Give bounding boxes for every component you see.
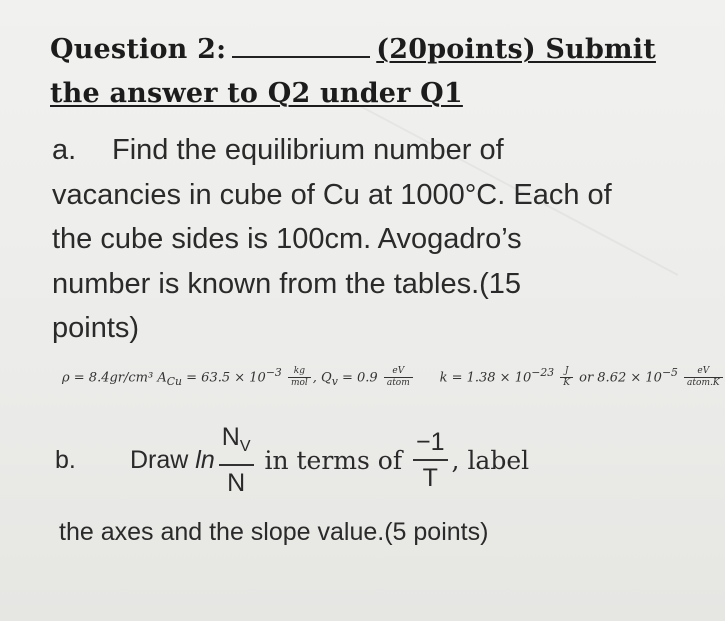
boltzmann-constant: k = 1.38 × 10 bbox=[439, 370, 532, 386]
activation-energy-subscript: v bbox=[331, 374, 338, 388]
part-a-label: a. bbox=[52, 134, 77, 166]
atomic-mass-unit-num: kg bbox=[293, 366, 305, 377]
density-term: ρ = 8.4gr/cm³ bbox=[62, 370, 154, 386]
part-b-line-2: the axes and the slope value.(5 points) bbox=[59, 518, 489, 546]
part-a-line-3: the cube sides is 100cm. Avogadro’s bbox=[52, 223, 522, 255]
part-a-line-2: vacancies in cube of Cu at 1000°C. Each of bbox=[52, 178, 612, 211]
part-b-label-text: , label bbox=[451, 445, 530, 475]
question-heading bbox=[50, 28, 656, 116]
part-a-line-1: Find the equilibrium number of bbox=[112, 134, 504, 166]
question-number: Question 2: bbox=[50, 34, 227, 65]
inverse-temperature-denominator: T bbox=[422, 464, 438, 492]
part-a-line-4: number is known from the tables.(15 bbox=[52, 267, 522, 300]
boltzmann-exponent: −23 bbox=[531, 366, 555, 379]
vacancy-numerator: N bbox=[221, 423, 240, 451]
part-b-ln: ln bbox=[195, 445, 215, 474]
boltzmann-unit-den: K bbox=[563, 378, 570, 389]
activation-energy-symbol: , Q bbox=[312, 370, 332, 386]
submit-instruction: the answer to Q2 under Q1 bbox=[50, 78, 463, 109]
part-a-line-5: points) bbox=[52, 312, 140, 344]
part-b-label: b. bbox=[55, 445, 76, 474]
answer-blank-line bbox=[232, 55, 370, 58]
atomic-mass-subscript: Cu bbox=[166, 374, 183, 388]
atomic-mass-unit-den: mol bbox=[290, 378, 308, 389]
atomic-mass-symbol: A bbox=[157, 370, 167, 386]
boltzmann-alt-value: or 8.62 × 10 bbox=[574, 370, 662, 386]
inverse-temperature-numerator: −1 bbox=[416, 428, 445, 456]
part-a bbox=[52, 128, 652, 351]
boltzmann-alt-unit-den: atom.K bbox=[687, 378, 720, 389]
activation-energy-unit-num: eV bbox=[392, 366, 405, 377]
part-b-in-terms: in terms of bbox=[264, 445, 403, 475]
vacancy-denominator: N bbox=[227, 469, 246, 497]
activation-energy-unit-den: atom bbox=[386, 378, 410, 389]
vacancy-subscript: V bbox=[239, 438, 251, 455]
activation-energy-value: = 0.9 bbox=[337, 370, 378, 386]
boltzmann-alt-unit-num: eV bbox=[697, 366, 710, 377]
boltzmann-unit-num: J bbox=[564, 366, 569, 377]
atomic-mass-exponent: −3 bbox=[265, 366, 282, 379]
points-submit-text: (20points) Submit bbox=[376, 34, 656, 65]
given-constants-formula bbox=[62, 366, 725, 389]
boltzmann-alt-exponent: −5 bbox=[661, 366, 678, 379]
inverse-temperature-fraction bbox=[413, 425, 448, 495]
vacancy-fraction bbox=[219, 420, 254, 500]
atomic-mass-value: = 63.5 × 10 bbox=[182, 370, 266, 386]
part-b bbox=[55, 420, 675, 547]
part-b-draw: Draw bbox=[130, 445, 189, 474]
